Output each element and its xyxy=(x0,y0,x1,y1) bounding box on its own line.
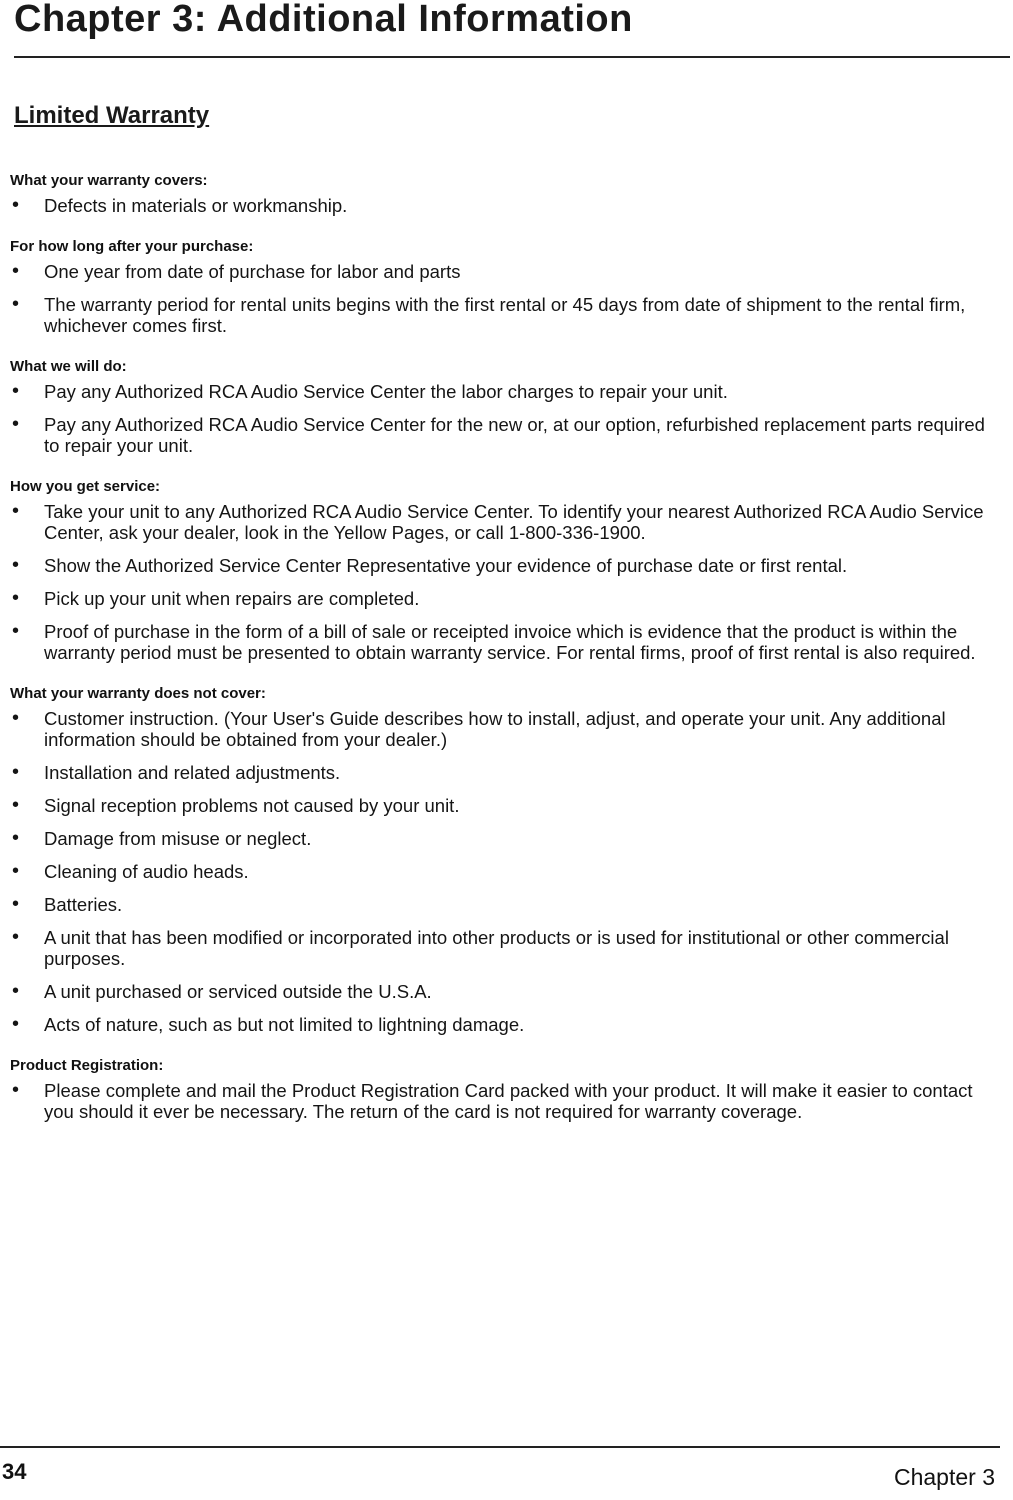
list-item: • Proof of purchase in the form of a bill of sale or receipted invoice which is evidence that the product is within the warranty period must be presented to obtain warranty service. For rental firms, proof of first rental is also required. xyxy=(10,621,995,663)
bullet-list xyxy=(10,708,995,1035)
section-heading: Product Registration: xyxy=(10,1057,164,1074)
list-item: • The warranty period for rental units begins with the first rental or 45 days from date of shipment to the rental firm, whichever comes first. xyxy=(10,294,995,336)
list-item: • Installation and related adjustments. xyxy=(10,762,995,783)
bullet-list xyxy=(10,195,995,216)
warranty-content xyxy=(10,172,995,1144)
list-item: • Signal reception problems not caused by your unit. xyxy=(10,795,995,816)
bullet-list xyxy=(10,261,995,336)
list-item: • Pick up your unit when repairs are completed. xyxy=(10,588,995,609)
top-divider xyxy=(14,56,1010,58)
section-heading: How you get service: xyxy=(10,478,161,495)
bullet-list xyxy=(10,501,995,663)
list-item: • Take your unit to any Authorized RCA Audio Service Center. To identify your nearest Authorized RCA Audio Service Center, ask your dealer, look in the Yellow Pages, or call 1-800-336-1900. xyxy=(10,501,995,543)
list-item: • Defects in materials or workmanship. xyxy=(10,195,995,216)
section-heading: For how long after your purchase: xyxy=(10,238,254,255)
bottom-divider xyxy=(0,1446,1000,1448)
section-heading: What your warranty does not cover: xyxy=(10,685,266,702)
list-item: • A unit that has been modified or incorporated into other products or is used for institutional or other commercial purposes. xyxy=(10,927,995,969)
warranty-section xyxy=(10,685,995,1035)
list-item: • Damage from misuse or neglect. xyxy=(10,828,995,849)
chapter-title: Chapter 3: Additional Information xyxy=(14,0,633,40)
warranty-section xyxy=(10,238,995,336)
list-item: • Customer instruction. (Your User's Guide describes how to install, adjust, and operate your unit. Any additional information should be obtained from your dealer.) xyxy=(10,708,995,750)
list-item: • Batteries. xyxy=(10,894,995,915)
warranty-section xyxy=(10,478,995,663)
page-number: 34 xyxy=(2,1459,27,1484)
section-heading: What we will do: xyxy=(10,358,127,375)
list-item: • Show the Authorized Service Center Representative your evidence of purchase date or first rental. xyxy=(10,555,995,576)
section-heading: What your warranty covers: xyxy=(10,172,208,189)
warranty-section xyxy=(10,358,995,456)
list-item: • Pay any Authorized RCA Audio Service Center for the new or, at our option, refurbished replacement parts required to repair your unit. xyxy=(10,414,995,456)
list-item: • A unit purchased or serviced outside the U.S.A. xyxy=(10,981,995,1002)
list-item: • Acts of nature, such as but not limited to lightning damage. xyxy=(10,1014,995,1035)
warranty-section xyxy=(10,172,995,216)
warranty-section xyxy=(10,1057,995,1122)
list-item: • Cleaning of audio heads. xyxy=(10,861,995,882)
list-item: • Please complete and mail the Product Registration Card packed with your product. It will make it easier to contact you should it ever be necessary. The return of the card is not required for warranty coverage. xyxy=(10,1080,995,1122)
list-item: • One year from date of purchase for labor and parts xyxy=(10,261,995,282)
list-item: • Pay any Authorized RCA Audio Service Center the labor charges to repair your unit. xyxy=(10,381,995,402)
section-title: Limited Warranty xyxy=(14,102,210,129)
bullet-list xyxy=(10,1080,995,1122)
bullet-list xyxy=(10,381,995,456)
footer-chapter-label: Chapter 3 xyxy=(893,1464,995,1490)
